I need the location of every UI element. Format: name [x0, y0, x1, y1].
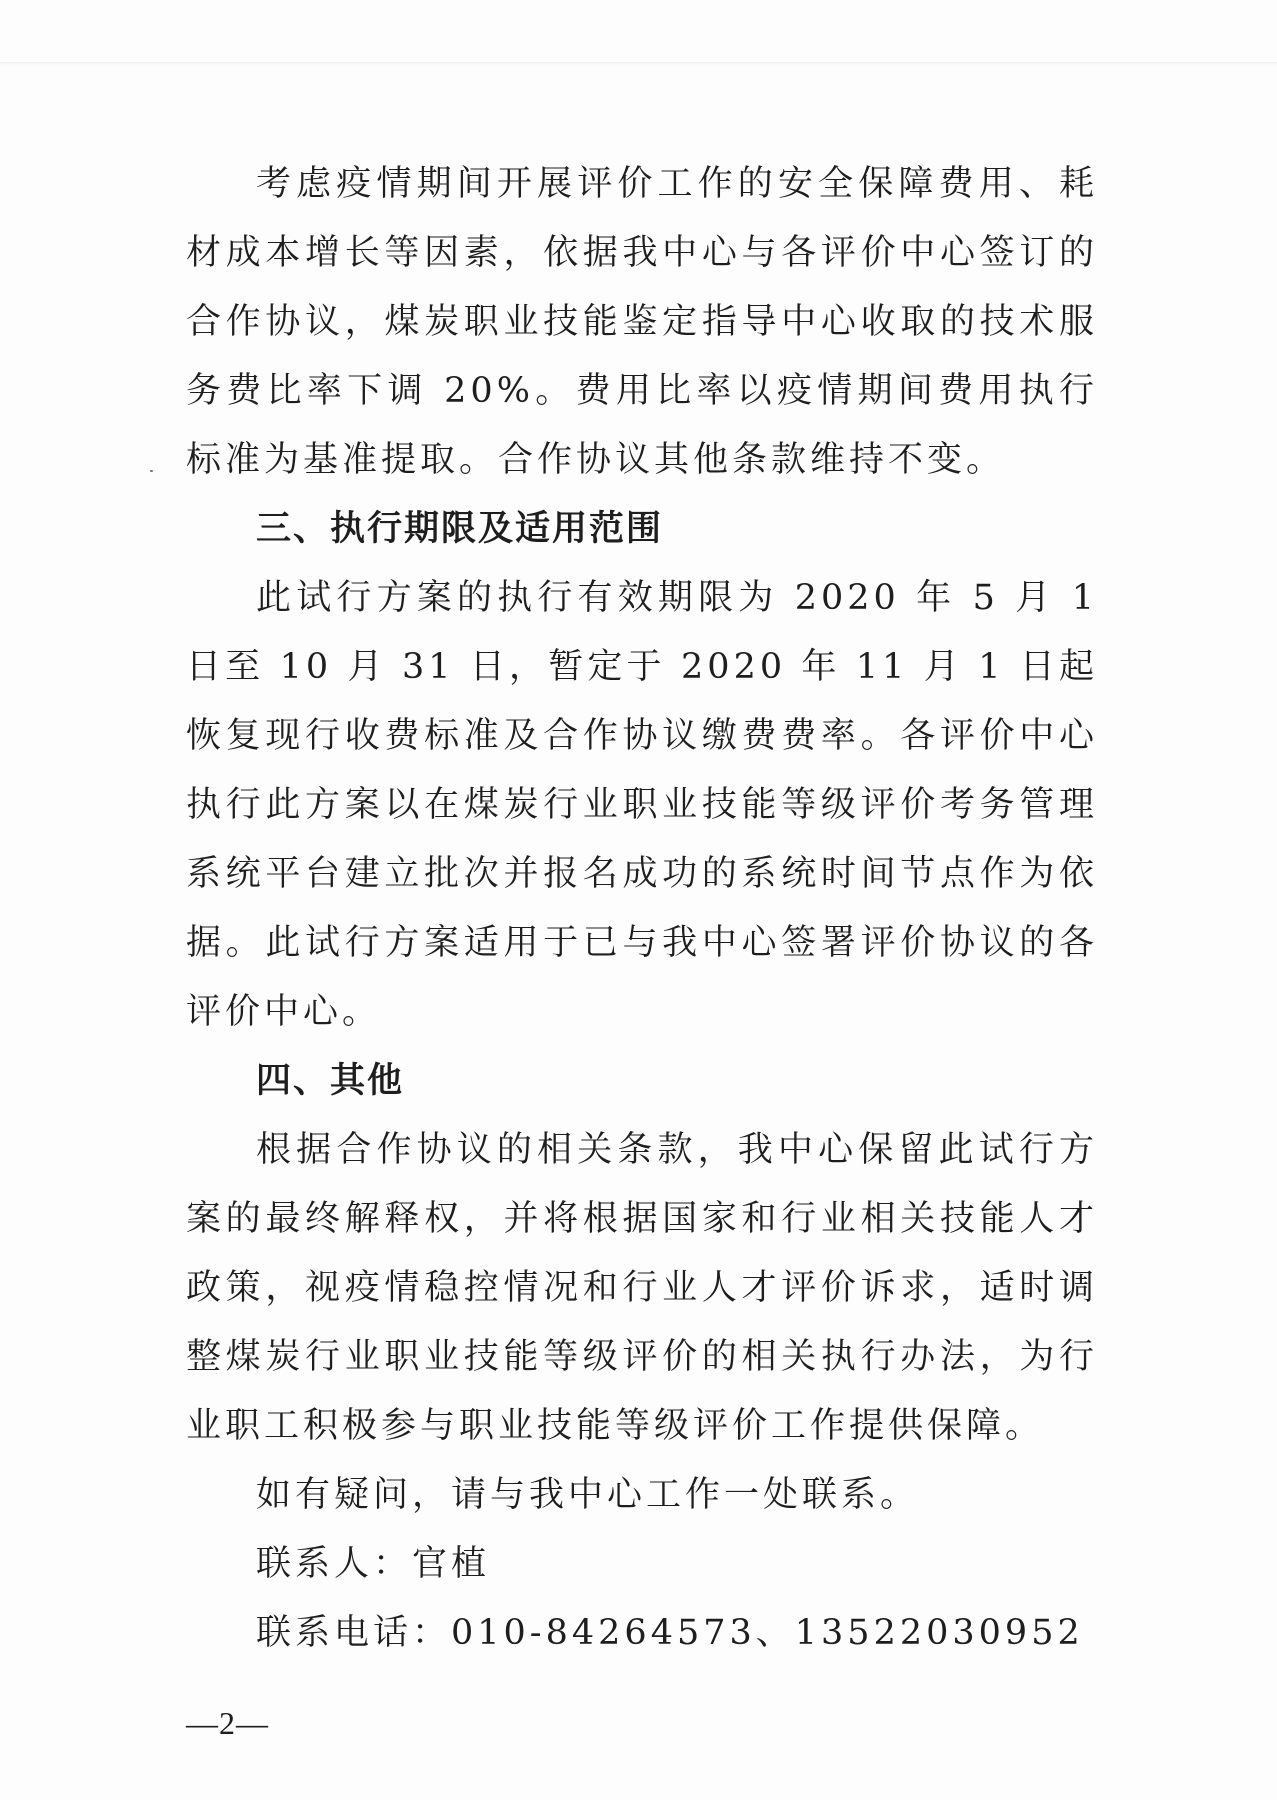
page-number: —2—	[186, 1705, 269, 1741]
scan-speck	[150, 470, 153, 472]
paragraph-interpretation: 根据合作协议的相关条款，我中心保留此试行方案的最终解释权，并将根据国家和行业相关技能人才政策，视疫情稳控情况和行业人才评价诉求，适时调整煤炭行业职业技能等级评价的相关执行办法，为行业职工积极参与职业技能等级评价工作提供保障。	[186, 1130, 1098, 1446]
section-heading-term-and-scope: 三、执行期限及适用范围	[256, 509, 664, 549]
paragraph-inquiry: 如有疑问，请与我中心工作一处联系。	[256, 1475, 920, 1515]
contact-phone: 联系电话：010-84264573、13522030952	[256, 1613, 1084, 1653]
contact-person: 联系人：官植	[256, 1544, 491, 1584]
document-body	[186, 150, 1098, 1668]
paragraph-fee-adjustment: 考虑疫情期间开展评价工作的安全保障费用、耗材成本增长等因素，依据我中心与各评价中心签订的合作协议，煤炭职业技能鉴定指导中心收取的技术服务费比率下调 20%。费用比率以疫情期间费用执行标准为基准提取。合作协议其他条款维持不变。	[186, 164, 1098, 480]
scan-edge-shadow	[0, 62, 1277, 65]
section-heading-other: 四、其他	[256, 1061, 405, 1101]
paragraph-term-and-scope: 此试行方案的执行有效期限为 2020 年 5 月 1 日至 10 月 31 日，暂定于 2020 年 11 月 1 日起恢复现行收费标准及合作协议缴费费率。各评价中心执行此方案以在煤炭行业职业技能等级评价考务管理系统平台建立批次并报名成功的系统时间节点作为依据。此试行方案适用于已与我中心签署评价协议的各评价中心。	[186, 578, 1098, 1032]
